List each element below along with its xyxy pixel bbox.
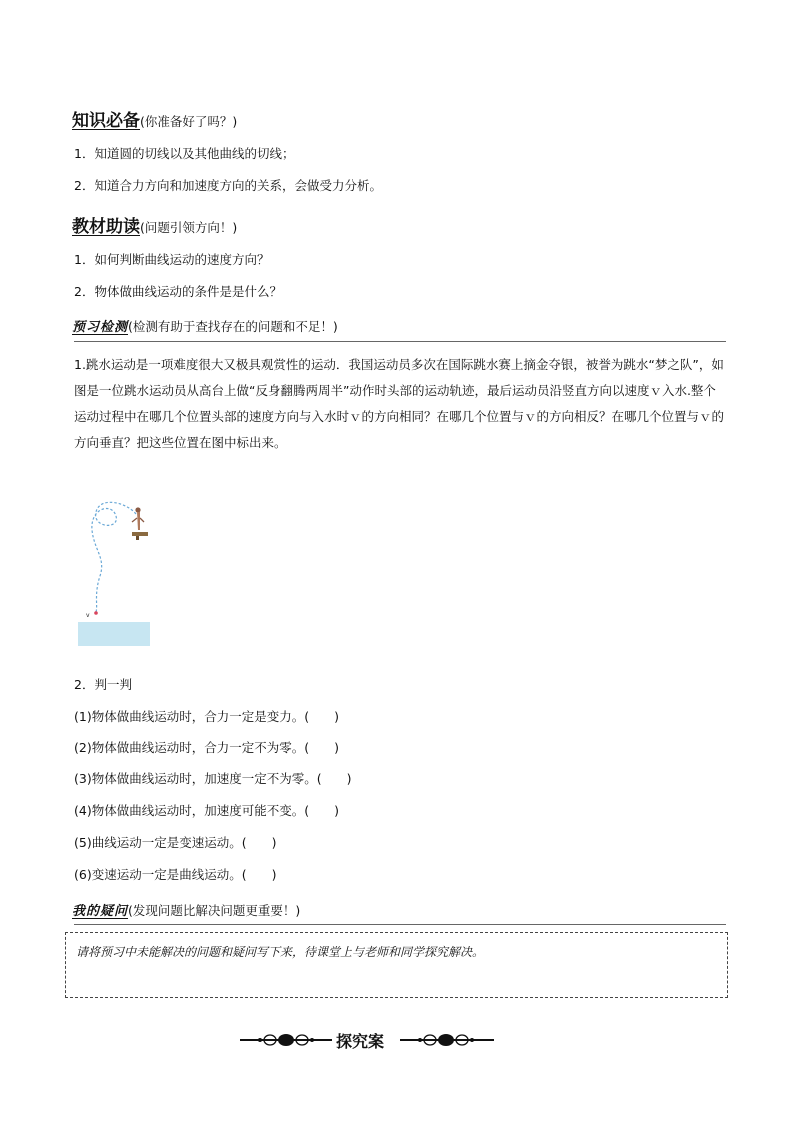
- divider: [74, 341, 726, 342]
- section-title: 教材助读: [72, 217, 140, 237]
- ornament-right-icon: [400, 1030, 494, 1050]
- section-note: (问题引领方向！): [140, 220, 238, 235]
- footer-title: 探究案: [336, 1032, 385, 1051]
- judgment-item: (1)物体做曲线运动时，合力一定是变力。( ): [74, 709, 339, 724]
- section-heading-knowledge: [72, 106, 237, 131]
- list-item: 2．知道合力方向和加速度方向的关系，会做受力分析。: [74, 178, 382, 193]
- section-heading-reading: [72, 212, 237, 237]
- water: [78, 622, 150, 646]
- entry-point: [94, 611, 98, 615]
- platform: [132, 532, 148, 536]
- section-heading-questions: [72, 900, 300, 919]
- question-text: 1.跳水运动是一项难度很大又极具观赏性的运动．我国运动员多次在国际跳水赛上摘金夺银，被誉为跳水“梦之队”，如图是一位跳水运动员从高台上做“反身翻腾两周半”动作时头部的运动轨迹，最后运动员沿竖直方向以速度ｖ入水.整个运动过程中在哪几个位置头部的速度方向与入水时ｖ的方向相同？在哪几个位置与ｖ的方向相反？在哪几个位置与ｖ的方向垂直？把这些位置在图中标出来。: [74, 357, 725, 450]
- velocity-label: v: [86, 612, 90, 619]
- judgment-item: (4)物体做曲线运动时，加速度可能不变。( ): [74, 803, 339, 818]
- section-title: 我的疑问: [72, 904, 129, 919]
- diver-icon: [132, 507, 144, 530]
- section-note: (检测有助于查找存在的问题和不足！): [128, 319, 338, 334]
- notes-box-text: 请将预习中未能解决的问题和疑问写下来，待课堂上与老师和同学探究解决。: [76, 945, 485, 959]
- list-item: 1．知道圆的切线以及其他曲线的切线；: [74, 146, 295, 161]
- section-note: (你准备好了吗？): [140, 114, 238, 129]
- judgment-item: (6)变速运动一定是曲线运动。( ): [74, 867, 277, 882]
- judgment-item: (5)曲线运动一定是变速运动。( ): [74, 835, 277, 850]
- ornament-left-icon: [240, 1030, 332, 1050]
- diving-figure: [76, 494, 160, 648]
- section-title: 知识必备: [72, 111, 140, 131]
- judgment-item: (3)物体做曲线运动时，加速度一定不为零。( ): [74, 771, 352, 786]
- list-item: 1．如何判断曲线运动的速度方向？: [74, 252, 270, 267]
- judgment-item: (2)物体做曲线运动时，合力一定不为零。( ): [74, 740, 339, 755]
- notes-box[interactable]: [65, 932, 728, 998]
- list-item: 2．物体做曲线运动的条件是是什么？: [74, 284, 282, 299]
- divider: [74, 924, 726, 925]
- question-title: 2．判一判: [74, 677, 132, 692]
- section-title: 预习检测: [72, 320, 129, 335]
- trajectory-path: [92, 502, 136, 612]
- section-heading-preview: [72, 316, 338, 335]
- section-divider-ornament: [240, 1028, 494, 1052]
- section-note: (发现问题比解决问题更重要！): [128, 903, 301, 918]
